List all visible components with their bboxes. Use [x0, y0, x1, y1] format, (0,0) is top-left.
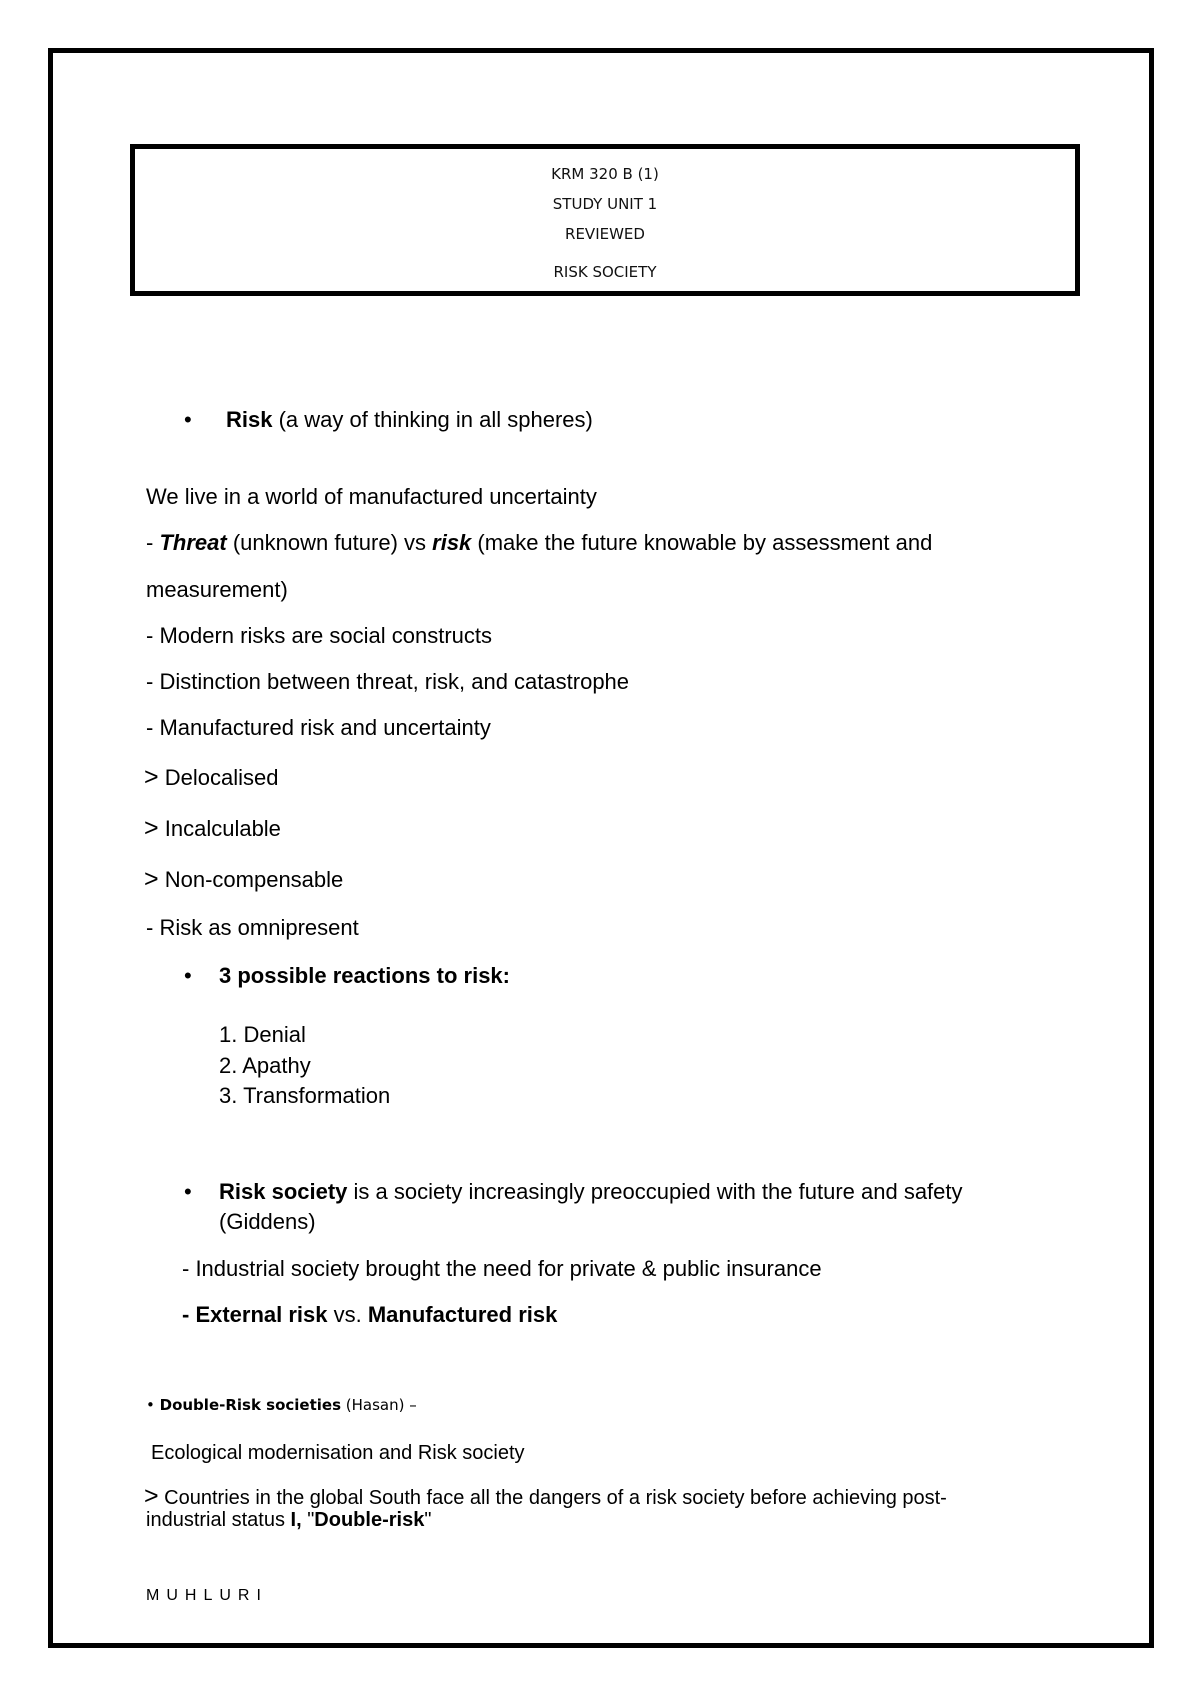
- gt-item-incalculable: > Incalculable: [144, 814, 281, 842]
- intro-line: We live in a world of manufactured uncertainty: [146, 484, 597, 509]
- social-constructs-line: - Modern risks are social constructs: [146, 623, 492, 648]
- distinction-line: - Distinction between threat, risk, and catastrophe: [146, 669, 630, 694]
- threat-line-cont: measurement): [146, 577, 288, 602]
- manufactured-line: - Manufactured risk and uncertainty: [146, 715, 491, 740]
- study-unit: STUDY UNIT 1: [552, 195, 658, 213]
- gt-item-delocalised: > Delocalised: [144, 763, 279, 791]
- topic-title: RISK SOCIETY: [553, 263, 657, 281]
- reactions-heading: 3 possible reactions to risk:: [219, 963, 510, 988]
- bullet-reactions: •: [184, 963, 192, 988]
- ecological-modernisation-line: Ecological modernisation and Risk society: [151, 1442, 525, 1464]
- threat-line: - Threat (unknown future) vs risk (make the future knowable by assessment and: [146, 530, 933, 555]
- giddens-citation: (Giddens): [219, 1209, 316, 1234]
- risk-heading: Risk (a way of thinking in all spheres): [226, 407, 593, 432]
- countries-line-cont: industrial status I, "Double-risk": [146, 1509, 432, 1531]
- risk-society-definition: Risk society is a society increasingly preoccupied with the future and safety: [219, 1179, 963, 1204]
- reaction-denial: 1. Denial: [219, 1022, 306, 1047]
- gt-item-non-compensable: > Non-compensable: [144, 865, 344, 893]
- bullet-risk-society: •: [184, 1179, 192, 1204]
- course-code: KRM 320 B (1): [551, 165, 659, 183]
- industrial-society-line: - Industrial society brought the need for private & public insurance: [182, 1256, 822, 1281]
- review-status: REVIEWED: [565, 225, 645, 243]
- double-risk-heading: • Double-Risk societies (Hasan) –: [146, 1396, 417, 1414]
- title-box: [130, 144, 1080, 296]
- reaction-transformation: 3. Transformation: [219, 1083, 391, 1108]
- external-vs-manufactured-line: - External risk vs. Manufactured risk: [182, 1302, 558, 1327]
- countries-line: > Countries in the global South face all the dangers of a risk society before achieving post-: [144, 1482, 947, 1510]
- reaction-apathy: 2. Apathy: [219, 1053, 311, 1078]
- author-footer: MUHLURI: [146, 1587, 268, 1604]
- bullet-risk: •: [184, 407, 192, 432]
- omnipresent-line: - Risk as omnipresent: [146, 915, 359, 940]
